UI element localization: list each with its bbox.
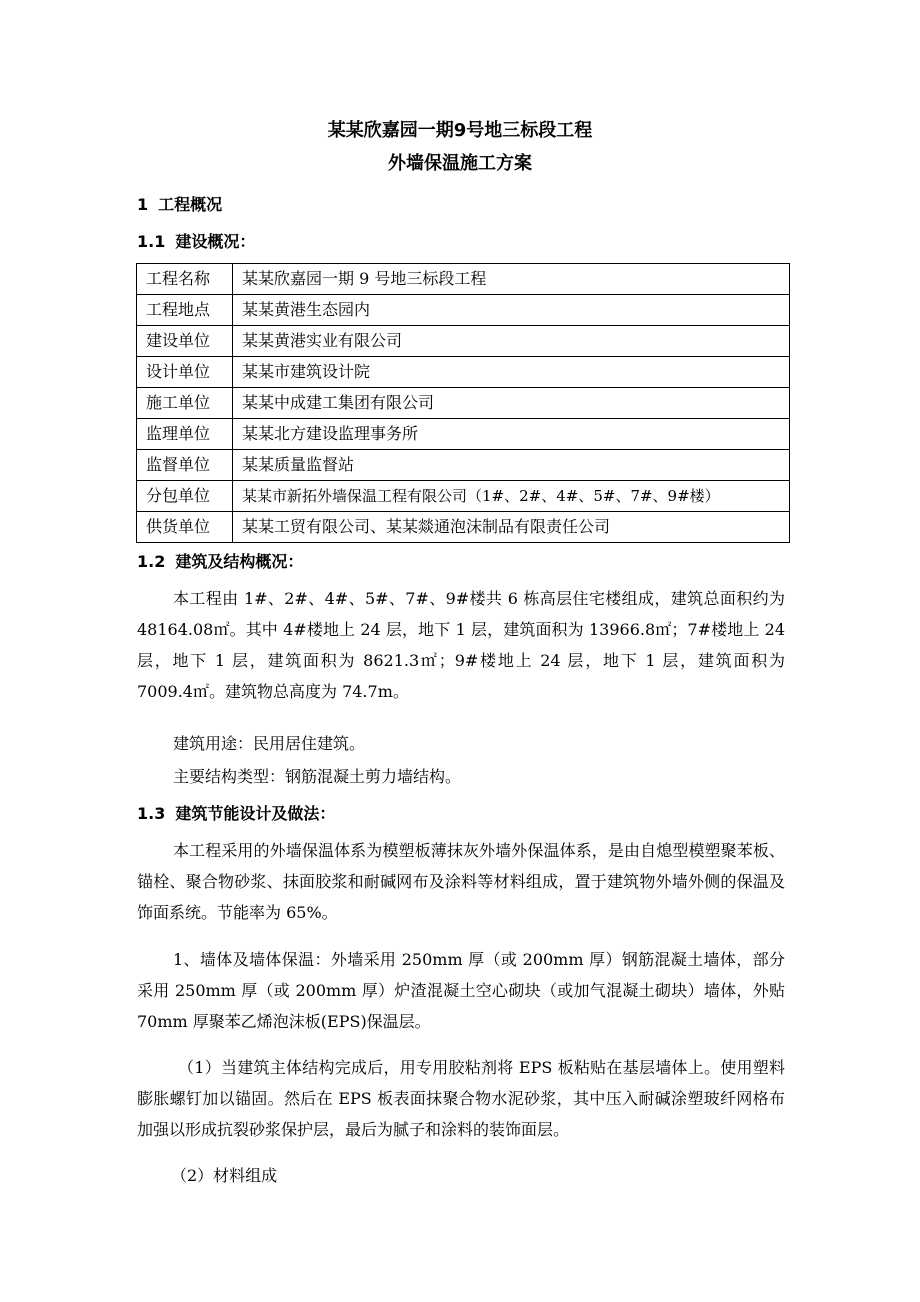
table-value-cell: 某某市新拓外墙保温工程有限公司（1#、2#、4#、5#、7#、9#楼） — [233, 481, 790, 512]
table-row — [137, 326, 790, 357]
document-subtitle: 外墙保温施工方案 — [388, 153, 532, 174]
section-number: 1.2 — [137, 552, 166, 571]
table-value-cell: 某某中成建工集团有限公司 — [233, 388, 790, 419]
project-info-table — [136, 263, 790, 543]
paragraph-wall-insulation: 1、墙体及墙体保温：外墙采用 250mm 厚（或 200mm 厚）钢筋混凝土墙体，部分采用 250mm 厚（或 200mm 厚）炉渣混凝土空心砌块（或加气混凝土砌块）墙体，外贴 70mm 厚聚苯乙烯泡沫板(EPS)保温层。 — [137, 950, 785, 1031]
section-title: 建筑及结构概况： — [175, 552, 304, 571]
paragraph-structure-type: 主要结构类型：钢筋混凝土剪力墙结构。 — [173, 767, 462, 786]
table-row — [137, 357, 790, 388]
paragraph-building-usage: 建筑用途：民用居住建筑。 — [173, 734, 366, 753]
table-label-cell: 工程名称 — [137, 264, 233, 295]
table-value-cell: 某某质量监督站 — [233, 450, 790, 481]
paragraph-construction-steps: （1）当建筑主体结构完成后，用专用胶粘剂将 EPS 板粘贴在基层墙体上。使用塑料膨胀螺钉加以锚固。然后在 EPS 板表面抹聚合物水泥砂浆，其中压入耐碱涂塑玻纤网格布加强以形成抗裂砂浆保护层，最后为腻子和涂料的装饰面层。 — [137, 1058, 785, 1139]
table-label-cell: 设计单位 — [137, 357, 233, 388]
table-value-cell: 某某黄港生态园内 — [233, 295, 790, 326]
table-value-cell: 某某工贸有限公司、某某燚通泡沫制品有限责任公司 — [233, 512, 790, 543]
section-title: 建设概况： — [175, 232, 256, 251]
document-title: 某某欣嘉园一期9号地三标段工程 — [327, 120, 593, 141]
section-number: 1.1 — [137, 232, 166, 251]
table-row — [137, 512, 790, 543]
table-value-cell: 某某市建筑设计院 — [233, 357, 790, 388]
table-row — [137, 481, 790, 512]
table-row — [137, 419, 790, 450]
table-label-cell: 监督单位 — [137, 450, 233, 481]
table-value-cell: 某某北方建设监理事务所 — [233, 419, 790, 450]
table-label-cell: 供货单位 — [137, 512, 233, 543]
table-label-cell: 施工单位 — [137, 388, 233, 419]
table-label-cell: 分包单位 — [137, 481, 233, 512]
paragraph-insulation-system: 本工程采用的外墙保温体系为模塑板薄抹灰外墙外保温体系，是由自熄型模塑聚苯板、锚栓、聚合物砂浆、抹面胶浆和耐碱网布及涂料等材料组成，置于建筑物外墙外侧的保温及饰面系统。节能率为 65%。 — [137, 841, 785, 922]
section-heading-1-3 — [137, 803, 335, 825]
section-heading-1-2 — [137, 551, 303, 573]
table-row — [137, 388, 790, 419]
table-row — [137, 264, 790, 295]
table-value-cell: 某某欣嘉园一期 9 号地三标段工程 — [233, 264, 790, 295]
table-label-cell: 监理单位 — [137, 419, 233, 450]
table-value-cell: 某某黄港实业有限公司 — [233, 326, 790, 357]
section-heading-1 — [137, 194, 222, 216]
table-row — [137, 295, 790, 326]
table-label-cell: 工程地点 — [137, 295, 233, 326]
section-number: 1.3 — [137, 804, 166, 823]
section-number: 1 — [137, 195, 149, 214]
section-title: 建筑节能设计及做法： — [175, 804, 336, 823]
section-heading-1-1 — [137, 231, 255, 253]
table-label-cell: 建设单位 — [137, 326, 233, 357]
paragraph-building-overview: 本工程由 1#、2#、4#、5#、7#、9#楼共 6 栋高层住宅楼组成，建筑总面积约为 48164.08㎡。其中 4#楼地上 24 层，地下 1 层，建筑面积为 13966.8㎡；7#楼地上 24 层，地下 1 层，建筑面积为 8621.3㎡；9#楼地上 24 层，地下 1 层，建筑面积为 7009.4㎡。建筑物总高度为 74.7m。 — [137, 589, 785, 701]
paragraph-material-composition: （2）材料组成 — [171, 1166, 278, 1185]
section-title: 工程概况 — [158, 195, 223, 214]
table-row — [137, 450, 790, 481]
